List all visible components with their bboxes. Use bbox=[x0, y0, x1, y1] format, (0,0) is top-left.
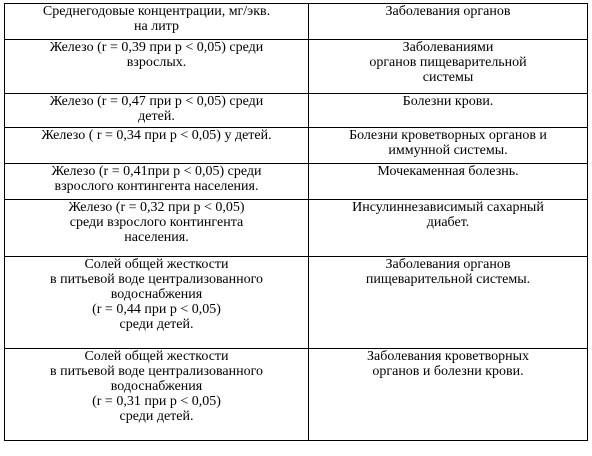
concentration-cell: Железо (r = 0,41при p < 0,05) среди взрослого контингента населения. bbox=[5, 164, 309, 200]
disease-cell: Болезни крови. bbox=[309, 94, 588, 128]
header-disease: Заболевания органов bbox=[309, 4, 588, 40]
disease-cell: Заболевания кроветворных органов и болезни крови. bbox=[309, 349, 588, 441]
correlation-table bbox=[4, 3, 588, 441]
table-row bbox=[5, 94, 588, 128]
table-row bbox=[5, 349, 588, 441]
table-row bbox=[5, 40, 588, 94]
concentration-cell: Солей общей жесткости в питьевой воде централизованного водоснабжения (r = 0,44 при p < 0,05) среди детей. bbox=[5, 257, 309, 349]
disease-cell: Инсулиннезависимый сахарный диабет. bbox=[309, 200, 588, 257]
concentration-cell: Солей общей жесткости в питьевой воде централизованного водоснабжения (r = 0,31 при p < 0,05) среди детей. bbox=[5, 349, 309, 441]
disease-cell: Мочекаменная болезнь. bbox=[309, 164, 588, 200]
table-row bbox=[5, 128, 588, 164]
table-row bbox=[5, 257, 588, 349]
concentration-cell: Железо (r = 0,47 при p < 0,05) среди детей. bbox=[5, 94, 309, 128]
disease-cell: Болезни кроветворных органов и иммунной системы. bbox=[309, 128, 588, 164]
concentration-cell: Железо (r = 0,32 при p < 0,05) среди взрослого контингента населения. bbox=[5, 200, 309, 257]
concentration-cell: Железо (r = 0,39 при p < 0,05) среди взрослых. bbox=[5, 40, 309, 94]
concentration-cell: Железо ( r = 0,34 при p < 0,05) у детей. bbox=[5, 128, 309, 164]
table-row bbox=[5, 200, 588, 257]
table-header-row bbox=[5, 4, 588, 40]
header-concentration: Среднегодовые концентрации, мг/экв. на литр bbox=[5, 4, 309, 40]
disease-cell: Заболевания органов пищеварительной системы. bbox=[309, 257, 588, 349]
table-row bbox=[5, 164, 588, 200]
disease-cell: Заболеваниями органов пищеварительной системы bbox=[309, 40, 588, 94]
